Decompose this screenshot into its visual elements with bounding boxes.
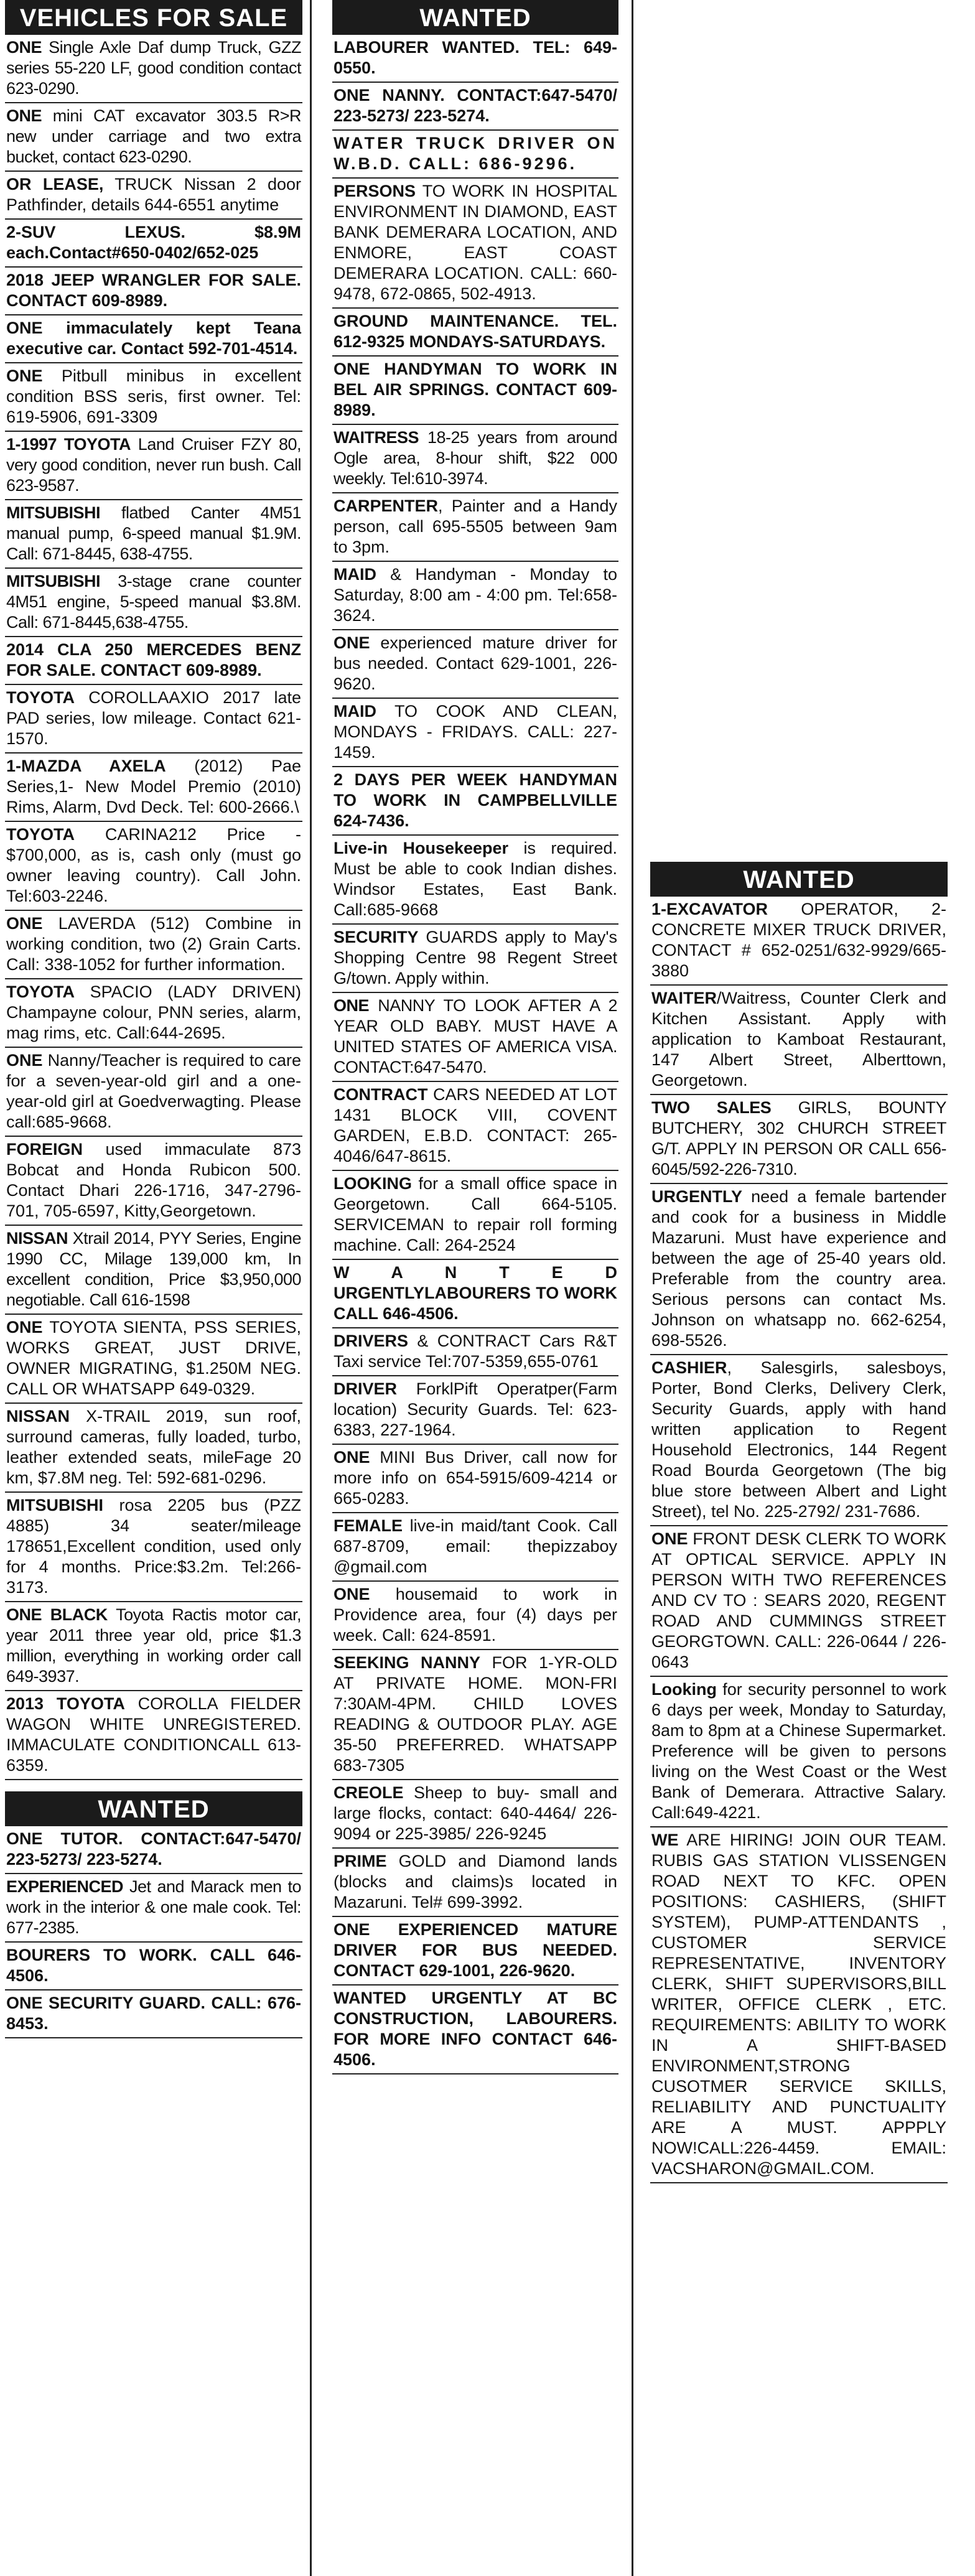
ad-lead: MITSUBISHI xyxy=(6,503,101,522)
classified-ad xyxy=(5,35,302,103)
ad-lead: W A N T E D URGENTLYLABOURERS TO WORK CALL 646-4506. xyxy=(334,1263,617,1323)
classified-ad xyxy=(332,836,618,925)
classified-ad xyxy=(332,1513,618,1582)
ad-lead: ONE SECURITY GUARD. CALL: 676-8453. xyxy=(6,1994,301,2033)
ad-text: X-TRAIL 2019, sun roof, surround cameras, fully loaded, turbo, leather extended seats, mileFage 20 km, $7.8M neg. Tel: 592-681-0296. xyxy=(6,1407,301,1487)
ad-lead: TOYOTA xyxy=(6,825,75,844)
ads-list xyxy=(650,897,948,2183)
classified-ad xyxy=(332,1582,618,1650)
ad-text: LAVERDA (512) Combine in working condition, two (2) Grain Carts. Call: 338-1052 for further information. xyxy=(6,914,301,974)
ad-text: Jet and Marack men to work in the interior & one male cook. Tel: 677-2385. xyxy=(6,1877,301,1937)
classified-ad xyxy=(5,1226,302,1315)
classified-ad xyxy=(5,637,302,685)
ad-text: 3-stage crane counter 4M51 engine, 5-speed manual $3.8M. Call: 671-8445,638-4755. xyxy=(6,572,301,632)
ads-list xyxy=(5,35,302,1780)
classified-ad xyxy=(650,986,948,1095)
ad-lead: TOYOTA xyxy=(6,982,75,1001)
classified-ad xyxy=(332,493,618,562)
classified-ad xyxy=(5,172,302,220)
classified-ad xyxy=(332,1780,618,1849)
ad-lead: MITSUBISHI xyxy=(6,572,101,590)
classified-ad xyxy=(650,1526,948,1677)
classified-ad xyxy=(650,1184,948,1355)
ad-text: GOLD and Diamond lands (blocks and claims)s located in Mazaruni. Tel# 699-3992. xyxy=(334,1852,617,1911)
ad-lead: ONE xyxy=(6,1051,43,1070)
ad-text: FOR 1-YR-OLD AT PRIVATE HOME. MON-FRI 7:30AM-4PM. CHILD LOVES READING & OUTDOOR PLAY. AGE 35-50 PREFERRED. WHATSAPP 683-7305 xyxy=(334,1653,617,1775)
ad-text: Single Axle Daf dump Truck, GZZ series 55-220 LF, good condition contact 623-0290. xyxy=(6,38,301,98)
ad-lead: NISSAN xyxy=(6,1229,68,1248)
ad-text: Nanny/Teacher is required to care for a seven-year-old girl and a one-year-old girl at Goedverwagting. Please call:685-9668. xyxy=(6,1051,301,1131)
classified-ad xyxy=(332,35,618,83)
ad-lead: 2 DAYS PER WEEK HANDYMAN TO WORK IN CAMPBELLVILLE 624-7436. xyxy=(334,770,617,830)
ad-lead: ONE immaculately kept Teana executive car. Contact 592-701-4514. xyxy=(6,319,301,358)
ad-lead: ONE TUTOR. CONTACT:647-5470/ 223-5273/ 223-5274. xyxy=(6,1829,301,1869)
ad-lead: 1-EXCAVATOR xyxy=(651,900,768,918)
ad-text: housemaid to work in Providence area, four (4) days per week. Call: 624-8591. xyxy=(334,1585,617,1645)
ad-lead: ONE EXPERIENCED MATURE DRIVER FOR BUS NEEDED. CONTACT 629-1001, 226-9620. xyxy=(334,1920,617,1980)
ad-lead: ONE xyxy=(6,914,43,933)
ad-text: 18-25 years from around Ogle area, 8-hour shift, $22 000 weekly. Tel:610-3974. xyxy=(334,428,617,488)
ad-text: FRONT DESK CLERK TO WORK AT OPTICAL SERVICE. APPLY IN PERSON WITH TWO REFERENCES AND CV TO : SEARS 2020, REGENT ROAD AND CUMMINGS STREET GEORGTOWN. CALL: 226-0644 / 226-0643 xyxy=(651,1529,946,1671)
classified-ad xyxy=(332,1082,618,1171)
ad-lead: TOYOTA xyxy=(6,688,75,707)
ad-lead: ONE xyxy=(334,1585,370,1603)
classified-ad xyxy=(332,1849,618,1917)
ad-lead: ONE BLACK xyxy=(6,1605,108,1624)
classified-ad xyxy=(332,699,618,767)
classified-ad xyxy=(332,767,618,836)
classified-ad xyxy=(332,1917,618,1986)
ad-text: MINI Bus Driver, call now for more info on 654-5915/609-4214 or 665-0283. xyxy=(334,1448,617,1508)
ad-lead: ONE xyxy=(334,996,370,1015)
ad-text: Sheep to buy- small and large flocks, contact: 640-4464/ 226-9094 or 225-3985/ 226-9245 xyxy=(334,1783,617,1843)
classified-ad xyxy=(5,268,302,315)
ad-lead: CREOLE xyxy=(334,1783,404,1802)
classified-ad xyxy=(650,1827,948,2183)
ad-text: TO WORK IN HOSPITAL ENVIRONMENT IN DIAMOND, EAST BANK DEMERARA LOCATION, AND ENMORE, EAST COAST DEMERARA LOCATION. CALL: 660-9478, 672-0865, 502-4913. xyxy=(334,182,617,303)
ad-text: /Waitress, Counter Clerk and Kitchen Assistant. Apply with application to Kamboat Restaurant, 147 Albert Street, Alberttown, Georgetown. xyxy=(651,989,946,1090)
ad-lead: MAID xyxy=(334,702,376,721)
ad-lead: OR LEASE, xyxy=(6,175,104,194)
classified-ad xyxy=(5,363,302,432)
column-vehicles xyxy=(5,0,302,2038)
ad-lead: SEEKING NANNY xyxy=(334,1653,481,1672)
classified-ad xyxy=(5,754,302,822)
ad-text: & CONTRACT Cars R&T Taxi service Tel:707-5359,655-0761 xyxy=(334,1332,617,1371)
classified-ad xyxy=(5,1874,302,1943)
ad-text: mini CAT excavator 303.5 R>R new under carriage and two extra bucket, contact 623-0290. xyxy=(6,106,301,166)
ad-text: Xtrail 2014, PYY Series, Engine 1990 CC, Milage 139,000 km, In excellent condition, Price $3,950,000 negotiable. Call 616-1598 xyxy=(6,1229,301,1309)
ad-lead: ONE xyxy=(6,38,42,57)
ad-lead: ONE HANDYMAN TO WORK IN BEL AIR SPRINGS. CONTACT 609-8989. xyxy=(334,360,617,419)
ad-text: , Salesgirls, salesboys, Porter, Bond Clerks, Delivery Clerk, Security Guards, apply with hand written application to Regent Household Electronics, 144 Regent Road Bourda Georgetown (The big blue store between Albert and Light Street), tel No. 225-2792/ 231-7686. xyxy=(651,1358,946,1521)
ad-lead: ONE xyxy=(334,633,370,652)
ad-lead: SECURITY xyxy=(334,928,419,946)
ad-text: TOYOTA SIENTA, PSS SERIES, WORKS GREAT, JUST DRIVE, OWNER MIGRATING, $1.250M NEG. CALL OR WHATSAPP 649-0329. xyxy=(6,1318,301,1398)
ad-text: live-in maid/tant Cook. Call 687-8709, email: thepizzaboy @gmail.com xyxy=(334,1516,617,1576)
classified-ad xyxy=(332,425,618,493)
ad-lead: 2-SUV LEXUS. $8.9M each.Contact#650-0402/652-025 xyxy=(6,223,301,262)
ad-lead: PERSONS xyxy=(334,182,416,200)
classified-ad xyxy=(5,911,302,979)
ad-lead: DRIVERS xyxy=(334,1332,409,1350)
ad-lead: TWO SALES xyxy=(651,1098,772,1117)
classified-ad xyxy=(5,432,302,500)
ad-lead: URGENTLY xyxy=(651,1187,743,1206)
ad-lead: Looking xyxy=(651,1680,717,1699)
section-header-vehicles: VEHICLES FOR SALE xyxy=(5,0,302,35)
ad-text: experienced mature driver for bus needed. Contact 629-1001, 226-9620. xyxy=(334,633,617,693)
section-header-wanted: WANTED xyxy=(5,1791,302,1826)
classified-ad xyxy=(332,925,618,993)
ad-text: is required. Must be able to cook Indian dishes. Windsor Estates, East Bank. Call:685-9668 xyxy=(334,839,617,919)
classified-ad xyxy=(5,1691,302,1780)
classified-ad xyxy=(5,822,302,911)
ad-text: GUARDS apply to May's Shopping Centre 98 Regent Street G/town. Apply within. xyxy=(334,928,617,987)
ad-lead: 2014 CLA 250 MERCEDES BENZ FOR SALE. CONTACT 609-8989. xyxy=(6,640,301,679)
ad-lead: 2013 TOYOTA xyxy=(6,1694,125,1713)
classified-ad xyxy=(332,131,618,179)
ad-text: OPERATOR, 2- CONCRETE MIXER TRUCK DRIVER, CONTACT # 652-0251/632-9929/665-3880 xyxy=(651,900,946,980)
column-wanted xyxy=(332,0,618,2074)
ad-lead: ONE xyxy=(651,1529,688,1548)
ad-text: for a small office space in Georgetown. Call 664-5105. SERVICEMAN to repair roll forming machine. Call: 264-2524 xyxy=(334,1174,617,1254)
ad-lead: PRIME xyxy=(334,1852,387,1870)
ad-text: NANNY TO LOOK AFTER A 2 YEAR OLD BABY. MUST HAVE A UNITED STATES OF AMERICA VISA. CONTACT:647-5470. xyxy=(334,996,617,1076)
classified-ad xyxy=(5,569,302,637)
classified-ad xyxy=(650,897,948,986)
ad-lead: 1-1997 TOYOTA xyxy=(6,435,131,454)
ad-text: , Painter and a Handy person, call 695-5505 between 9am to 3pm. xyxy=(334,497,617,556)
classified-ad xyxy=(332,1260,618,1328)
classified-ad xyxy=(5,1990,302,2038)
classified-ad xyxy=(332,309,618,357)
classified-ad xyxy=(332,1445,618,1513)
ad-lead: CONTRACT xyxy=(334,1085,428,1104)
classified-ad xyxy=(332,83,618,131)
column-divider xyxy=(310,0,312,2576)
classified-ad xyxy=(332,179,618,309)
ad-text: SPACIO (LADY DRIVEN) Champayne colour, PNN series, alarm, mag rims, etc. Call:644-2695. xyxy=(6,982,301,1042)
ad-text: (2012) Pae Series,1- New Model Premio (2010) Rims, Alarm, Dvd Deck. Tel: 600-2666.\ xyxy=(6,757,302,816)
column-wanted-right xyxy=(650,862,948,2183)
ad-lead: MITSUBISHI xyxy=(6,1496,104,1514)
classified-ad xyxy=(5,315,302,363)
ad-text: CARINA212 Price - $700,000, as is, cash only (must go owner leaving country). Call John. Tel:603-2246. xyxy=(6,825,301,905)
ad-lead: FEMALE xyxy=(334,1516,403,1535)
ad-lead: WE xyxy=(651,1831,679,1849)
ad-text: Land Cruiser FZY 80, very good condition, never run bush. Call 623-9587. xyxy=(6,435,301,495)
ad-lead: ONE xyxy=(6,106,42,125)
classified-ad xyxy=(332,630,618,699)
ad-text: CARS NEEDED AT LOT 1431 BLOCK VIII, COVENT GARDEN, E.B.D. CONTACT: 265-4046/647-8615. xyxy=(334,1085,617,1165)
ad-text: ForklPift Operatper(Farm location) Security Guards. Tel: 623-6383, 227-1964. xyxy=(334,1379,617,1439)
classified-ad xyxy=(5,1315,302,1404)
ad-text: ARE HIRING! JOIN OUR TEAM. RUBIS GAS STATION VLISSENGEN ROAD NEXT TO KFC. OPEN POSITIONS: CASHIERS, (SHIFT SYSTEM), PUMP-ATTENDANTS , CUSTOMER SERVICE REPRESENTATIVE, INVENTORY CLERK, SHIFT SUPERVISORS,BILL WRITER, OFFICE CLERK , ETC. REQUIREMENTS: ABILITY TO WORK IN A SHIFT-BASED ENVIRONMENT,STRONG CUSOTMER SERVICE SKILLS, RELIABILITY AND PUNCTUALITY ARE A MUST. APPPLY NOW!CALL:226-4459. EMAIL: VACSHARON@GMAIL.COM. xyxy=(651,1831,946,2178)
ad-text: TO COOK AND CLEAN, MONDAYS - FRIDAYS. CALL: 227-1459. xyxy=(334,702,617,762)
ad-text: Toyota Ractis motor car, year 2011 three year old, price $1.3 million, everything in working order call 649-3937. xyxy=(6,1605,301,1686)
ad-text: COROLLAAXIO 2017 late PAD series, low mileage. Contact 621-1570. xyxy=(6,688,301,748)
classified-ad xyxy=(332,1376,618,1445)
ad-lead: CARPENTER xyxy=(334,497,439,515)
section-header-wanted: WANTED xyxy=(332,0,618,35)
classified-ad xyxy=(332,357,618,425)
ad-lead: BOURERS TO WORK. CALL 646-4506. xyxy=(6,1946,301,1985)
ad-lead: Live-in Housekeeper xyxy=(334,839,509,857)
ad-lead: WATER TRUCK DRIVER ON W.B.D. CALL: 686-9296. xyxy=(334,134,617,173)
ad-lead: WAITER xyxy=(651,989,717,1007)
ad-lead: ONE xyxy=(6,1318,43,1337)
section-header-wanted: WANTED xyxy=(650,862,948,897)
ad-text: flatbed Canter 4M51 manual pump, 6-speed manual $1.9M. Call: 671-8445, 638-4755. xyxy=(6,503,301,563)
classified-ad xyxy=(650,1677,948,1827)
classified-ad xyxy=(650,1355,948,1526)
ad-text: COROLLA FIELDER WAGON WHITE UNREGISTERED. IMMACULATE CONDITIONCALL 613-6359. xyxy=(6,1694,301,1775)
ad-lead: MAID xyxy=(334,565,376,584)
classified-ad xyxy=(5,1404,302,1493)
ad-text: used immaculate 873 Bobcat and Honda Rubicon 500. Contact Dhari 226-1716, 347-2796-701, 705-6597, Kitty,Georgetown. xyxy=(6,1140,301,1220)
classified-ad xyxy=(5,1048,302,1137)
ad-text: need a female bartender and cook for a business in Middle Mazaruni. Must have experience and between the age of 25-40 years old. Preferable from the country area. Serious persons can contact Ms. Johnson on whatsapp no. 662-6254, 698-5526. xyxy=(651,1187,946,1350)
classified-ad xyxy=(332,1328,618,1376)
ad-lead: 1-MAZDA AXELA xyxy=(6,757,166,775)
classified-ad xyxy=(5,103,302,172)
classified-ad xyxy=(5,1826,302,1874)
classified-ad xyxy=(5,1943,302,1990)
ad-lead: LABOURER WANTED. TEL: 649-0550. xyxy=(334,38,617,77)
ad-text: & Handyman - Monday to Saturday, 8:00 am - 4:00 pm. Tel:658-3624. xyxy=(334,565,617,625)
classified-ad xyxy=(332,562,618,630)
classified-ad xyxy=(332,1650,618,1780)
ad-lead: WAITRESS xyxy=(334,428,419,447)
ads-list xyxy=(5,1826,302,2038)
ad-lead: ONE xyxy=(6,366,43,385)
classified-ad xyxy=(5,1137,302,1226)
column-divider xyxy=(632,0,633,2576)
ad-lead: CASHIER xyxy=(651,1358,727,1377)
ad-lead: DRIVER xyxy=(334,1379,398,1398)
ad-lead: ONE xyxy=(334,1448,370,1467)
classified-ad xyxy=(332,1171,618,1260)
ads-list xyxy=(332,35,618,2074)
ad-lead: FOREIGN xyxy=(6,1140,83,1159)
classified-ad xyxy=(5,979,302,1048)
classified-ad xyxy=(5,1602,302,1691)
classified-ad xyxy=(332,1986,618,2074)
classified-ad xyxy=(5,500,302,569)
ad-lead: LOOKING xyxy=(334,1174,412,1193)
ad-text: for security personnel to work 6 days per week, Monday to Saturday, 8am to 8pm at a Chinese Supermarket. Preference will be given to persons living on the West Coast or the West Bank of Demerara. Attractive Salary. Call:649-4221. xyxy=(651,1680,946,1822)
ad-lead: WANTED URGENTLY AT BC CONSTRUCTION, LABOURERS. FOR MORE INFO CONTACT 646-4506. xyxy=(334,1989,617,2069)
ad-lead: NISSAN xyxy=(6,1407,70,1426)
ad-lead: ONE NANNY. CONTACT:647-5470/ 223-5273/ 223-5274. xyxy=(334,86,617,125)
classified-ad xyxy=(650,1095,948,1184)
classified-ad xyxy=(332,993,618,1082)
ad-text: rosa 2205 bus (PZZ 4885) 34 seater/mileage 178651,Excellent condition, used only for 4 months. Price:$3.2m. Tel:266-3173. xyxy=(6,1496,301,1597)
ad-lead: 2018 JEEP WRANGLER FOR SALE. CONTACT 609-8989. xyxy=(6,271,301,310)
classified-ad xyxy=(5,1493,302,1602)
ad-lead: EXPERIENCED xyxy=(6,1877,124,1896)
ad-lead: GROUND MAINTENANCE. TEL. 612-9325 MONDAYS-SATURDAYS. xyxy=(334,312,617,351)
ad-text: Pitbull minibus in excellent condition BSS seris, first owner. Tel: 619-5906, 691-3309 xyxy=(6,366,301,426)
ad-text: TRUCK Nissan 2 door Pathfinder, details 644-6551 anytime xyxy=(6,175,301,214)
classified-ad xyxy=(5,685,302,754)
ad-text: GIRLS, BOUNTY BUTCHERY, 302 CHURCH STREET G/T. APPLY IN PERSON OR CALL 656-6045/592-226-7310. xyxy=(651,1098,947,1178)
classified-ad xyxy=(5,220,302,268)
